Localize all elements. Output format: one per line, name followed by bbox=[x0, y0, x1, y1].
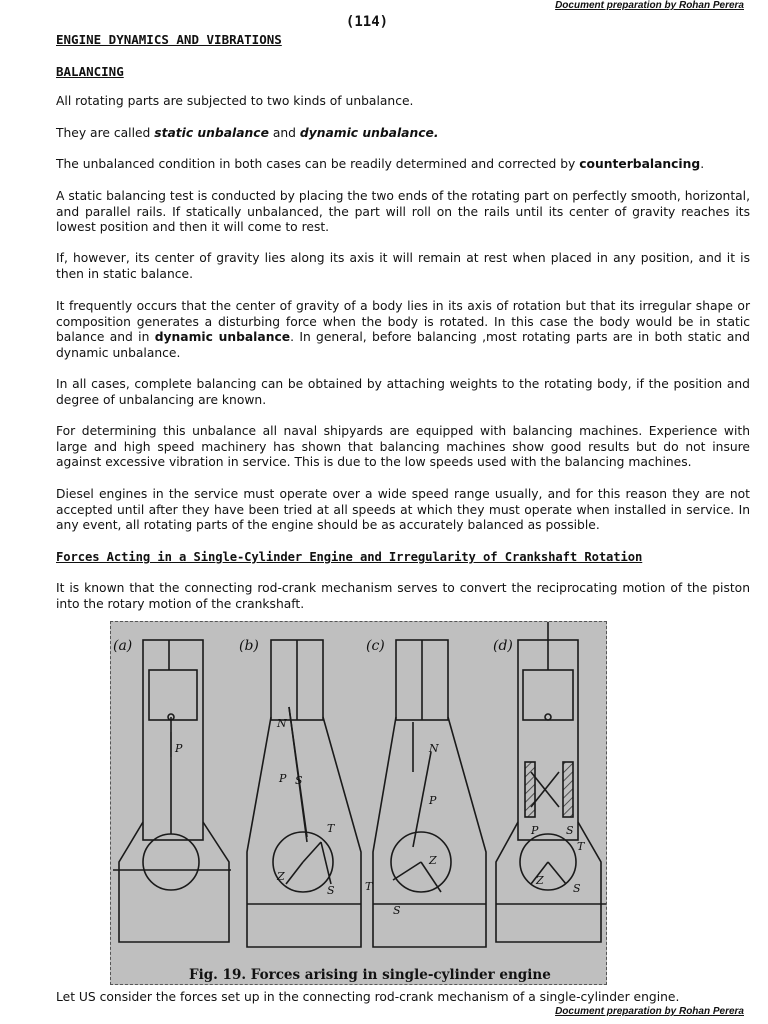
label-t-b: T bbox=[327, 822, 335, 835]
paragraph-9 bbox=[56, 487, 750, 534]
para-text: It is known that the connecting rod-crank mechanism serves to convert the reciprocating motion of the piston into the rotary motion of the crankshaft. bbox=[56, 581, 750, 611]
label-s-d: S bbox=[566, 824, 574, 837]
page-number: (114) bbox=[345, 14, 389, 30]
panel-label-a: (a) bbox=[113, 638, 133, 654]
panel-label-b: (b) bbox=[239, 638, 259, 654]
para-text: They are called bbox=[56, 126, 155, 140]
title: ENGINE DYNAMICS AND VIBRATIONS bbox=[56, 32, 282, 47]
para-text: All rotating parts are subjected to two kinds of unbalance. bbox=[56, 94, 414, 108]
para-text: . In general, before balancing ,most rotating parts are in both static and dynamic unbalance. bbox=[56, 330, 750, 360]
figure-caption: Fig. 19. Forces arising in single-cylinder engine bbox=[189, 967, 551, 983]
label-p-c: P bbox=[429, 794, 437, 807]
label-z-b: Z bbox=[277, 870, 285, 883]
term-dynamic-unbalance: dynamic unbalance. bbox=[299, 126, 439, 140]
para-text: In all cases, complete balancing can be obtained by attaching weights to the rotating body, if the position and degree of unbalancing are known. bbox=[56, 377, 750, 407]
closing-paragraph bbox=[56, 990, 750, 1006]
label-s-b: S bbox=[295, 774, 303, 787]
label-z-d: Z bbox=[536, 874, 544, 887]
paragraph-7 bbox=[56, 377, 750, 408]
term-counterbalancing: counterbalancing bbox=[579, 157, 701, 171]
para-text: . bbox=[700, 157, 705, 171]
figure-illustration bbox=[111, 622, 606, 984]
document-title bbox=[56, 32, 750, 49]
paragraph-4 bbox=[56, 189, 750, 236]
label-t-d: T bbox=[577, 840, 585, 853]
label-n-c: N bbox=[429, 742, 439, 755]
paragraph-2 bbox=[56, 126, 750, 142]
paragraph-8 bbox=[56, 424, 750, 471]
label-p-b: P bbox=[279, 772, 287, 785]
section-heading-forces bbox=[56, 550, 750, 566]
label-s-c: S bbox=[393, 904, 401, 917]
label-s2-d: S bbox=[573, 882, 581, 895]
footer-credit: Document preparation by Rohan Perera bbox=[555, 1006, 744, 1017]
figure-19 bbox=[110, 621, 607, 985]
paragraph-5 bbox=[56, 251, 750, 282]
para-text: and bbox=[268, 126, 300, 140]
heading-balancing: BALANCING bbox=[56, 64, 124, 79]
label-p-d: P bbox=[531, 824, 539, 837]
panel-label-c: (c) bbox=[366, 638, 385, 654]
paragraph-10 bbox=[56, 581, 750, 612]
label-t-c: T bbox=[365, 880, 373, 893]
section-heading-balancing bbox=[56, 64, 750, 81]
heading-forces: Forces Acting in a Single-Cylinder Engine and Irregularity of Crankshaft Rotation bbox=[56, 550, 643, 564]
paragraph-1 bbox=[56, 94, 750, 110]
para-text: The unbalanced condition in both cases can be readily determined and corrected by bbox=[56, 157, 580, 171]
label-z-c: Z bbox=[429, 854, 437, 867]
label-n-b: N bbox=[277, 717, 287, 730]
para-text: For determining this unbalance all naval shipyards are equipped with balancing machines. Experience with large and high speed machinery has shown that balancing machines show good results but do not insure against excessive vibration in service. This is due to the low speeds used with the balancing machines. bbox=[56, 424, 750, 470]
label-p-a: P bbox=[175, 742, 183, 755]
para-text: It frequently occurs that the center of gravity of a body lies in its axis of rotation but that its irregular shape or composition generates a disturbing force when the body is rotated. In this case the body would be in static balance and in bbox=[56, 299, 750, 345]
panel-label-d: (d) bbox=[493, 638, 513, 654]
paragraph-6 bbox=[56, 299, 750, 361]
label-s2-b: S bbox=[327, 884, 335, 897]
header-credit: Document preparation by Rohan Perera bbox=[555, 0, 744, 11]
para-text: Diesel engines in the service must operate over a wide speed range usually, and for this reason they are not accepted until after they have been tried at all speeds at which they must operate when installed in service. In any event, all rotating parts of the engine should be as accurately balanced as possible. bbox=[56, 487, 750, 533]
term-static-unbalance: static unbalance bbox=[154, 126, 269, 140]
paragraph-3 bbox=[56, 157, 750, 173]
term-dynamic-unbalance-2: dynamic unbalance bbox=[154, 330, 291, 345]
para-text: Let US consider the forces set up in the connecting rod-crank mechanism of a single-cylinder engine. bbox=[56, 990, 680, 1004]
para-text: A static balancing test is conducted by placing the two ends of the rotating part on perfectly smooth, horizontal, and parallel rails. If statically unbalanced, the part will roll on the rails until its center of gravity reaches its lowest position and then it will come to rest. bbox=[56, 189, 750, 235]
para-text: If, however, its center of gravity lies along its axis it will remain at rest when placed in any position, and it is then in static balance. bbox=[56, 251, 750, 281]
